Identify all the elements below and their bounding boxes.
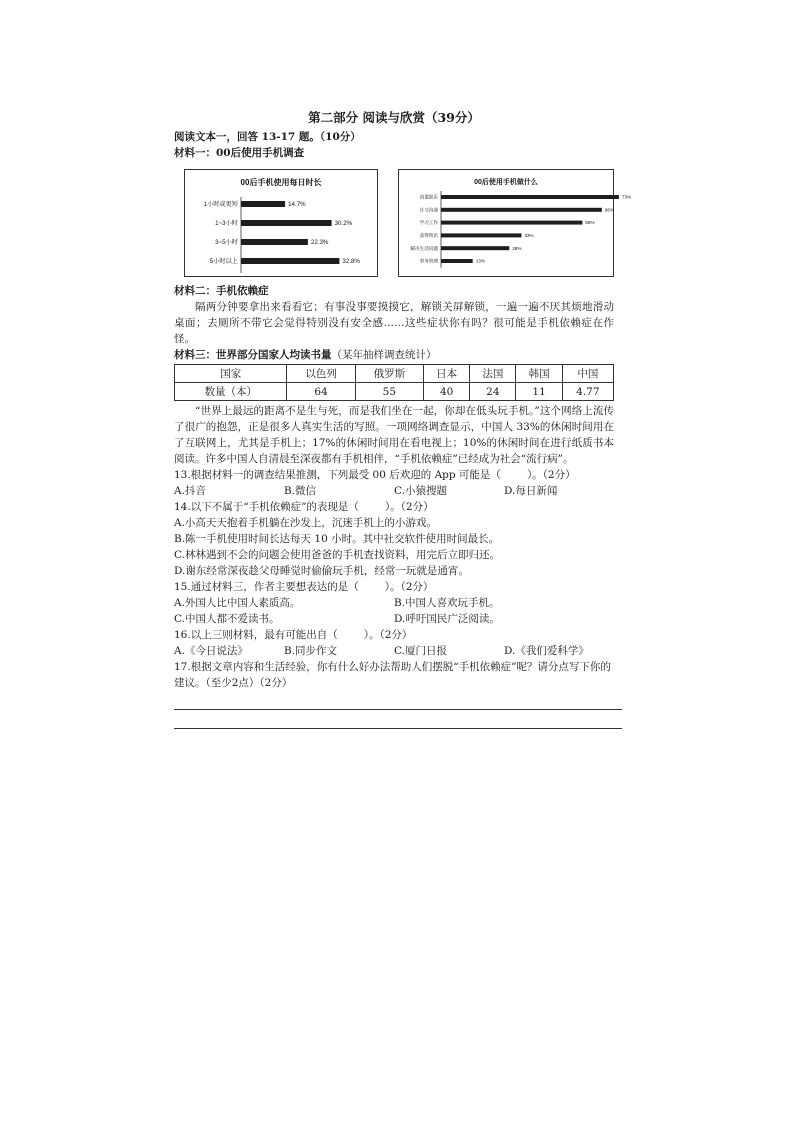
option-a[interactable]: A.小高天天抱着手机躺在沙发上，沉迷手机上的小游戏。 bbox=[174, 517, 437, 529]
material3-note: （某年抽样调查统计） bbox=[331, 349, 437, 361]
bar bbox=[441, 246, 509, 250]
table-cell: 4.77 bbox=[562, 383, 613, 401]
passage-text: “世界上最远的距离不是生与死，而是我们坐在一起，你却在低头玩手机。”这个网络上流传了很广的抱怨，正是很多人真实生活的写照。一项网络调查显示，中国人 33%的休闲时间用在了互联网上，尤其是手机上；17%的休闲时间用在看电视上；10%的休闲时间在进行纸质书本阅读。许多中国人自清晨至深夜都有手机相伴，“手机依赖症”已经成为社会“流行病”。 bbox=[174, 405, 614, 465]
category-label: 1小时或更短 bbox=[203, 201, 238, 209]
table-cell: 55 bbox=[355, 383, 423, 401]
daily-usage-chart bbox=[185, 170, 377, 276]
category-label: 事务管理 bbox=[419, 258, 438, 264]
data-label: 30.2% bbox=[334, 220, 353, 228]
data-label: 13% bbox=[475, 258, 485, 264]
question-13-stem: 13.根据材料一的调查结果推测，下列最受 00 后欢迎的 App 可能是（ ）。（2分） bbox=[174, 469, 576, 481]
question-15-stem: 15.通过材料三，作者主要想表达的是（ ）。（2分） bbox=[174, 581, 434, 593]
question-16-stem: 16.以上三则材料，最有可能出自（ ）。（2分） bbox=[174, 629, 413, 641]
option-d[interactable]: D.呼吁国民广泛阅读。 bbox=[394, 613, 500, 625]
option-c[interactable]: C.林林遇到不会的问题会使用爸爸的手机查找资料，用完后立即归还。 bbox=[174, 549, 500, 561]
option-b[interactable]: B.同步作文 bbox=[284, 645, 338, 657]
table-cell: 韩国 bbox=[516, 365, 562, 383]
option-d[interactable]: D.《我们爱科学》 bbox=[504, 645, 589, 657]
data-label: 73% bbox=[621, 194, 632, 200]
option-a[interactable]: A.《今日说法》 bbox=[174, 645, 248, 657]
bar bbox=[241, 258, 339, 264]
option-c[interactable]: C.厦门日报 bbox=[394, 645, 447, 657]
usage-purpose-chart-box bbox=[398, 169, 632, 277]
answer-line[interactable] bbox=[174, 728, 622, 729]
option-d[interactable]: D.每日新闻 bbox=[504, 485, 558, 497]
material1-charts bbox=[184, 169, 632, 277]
exam-sheet bbox=[174, 110, 632, 729]
table-cell: 11 bbox=[516, 383, 562, 401]
data-label: 22.3% bbox=[310, 239, 329, 247]
question-15-options-row1 bbox=[174, 595, 614, 611]
reading-intro: 阅读文本一，回答 13-17 题。（10分） bbox=[174, 131, 361, 143]
table-cell: 64 bbox=[287, 383, 355, 401]
question-17-stem: 17.根据文章内容和生活经验，你有什么好办法帮助人们摆脱“手机依赖症”呢？请分点写下你的建议。（至少2点）（2分） bbox=[174, 661, 611, 689]
category-label: 1~3小时 bbox=[215, 220, 238, 228]
section-title: 第二部分 阅读与欣赏（39分） bbox=[308, 110, 480, 125]
option-a[interactable]: A.外国人比中国人素质高。 bbox=[174, 597, 301, 609]
material1-heading: 材料一：00后使用手机调查 bbox=[174, 147, 305, 159]
option-d[interactable]: D.谢东经常深夜趁父母睡觉时偷偷玩手机，经常一玩就是通宵。 bbox=[174, 565, 469, 577]
question-14-stem: 14.以下不属于“手机依赖症”的表现是（ ）。（2分） bbox=[174, 501, 434, 513]
table-cell: 24 bbox=[470, 383, 516, 401]
option-c[interactable]: C.中国人都不爱读书。 bbox=[174, 613, 280, 625]
chart-title: 00后使用手机做什么 bbox=[474, 179, 538, 186]
category-label: 社交沟通 bbox=[419, 207, 438, 213]
bar bbox=[441, 195, 619, 199]
table-row bbox=[175, 365, 614, 383]
reading-volume-table bbox=[174, 364, 614, 401]
category-label: 消遣娱乐 bbox=[419, 194, 438, 200]
table-cell: 以色列 bbox=[287, 365, 355, 383]
question-13-options bbox=[174, 483, 614, 499]
table-cell: 法国 bbox=[470, 365, 516, 383]
table-cell: 日本 bbox=[424, 365, 470, 383]
bar bbox=[441, 233, 521, 237]
bar bbox=[241, 220, 332, 226]
material3-heading: 材料三：世界部分国家人均读书量 bbox=[174, 349, 332, 361]
category-label: 获得资讯 bbox=[419, 233, 438, 239]
bar bbox=[241, 239, 308, 245]
data-label: 14.7% bbox=[288, 201, 306, 209]
option-b[interactable]: B.微信 bbox=[284, 485, 317, 497]
data-label: 28% bbox=[512, 245, 522, 251]
category-label: 解决生活问题 bbox=[410, 245, 438, 251]
category-label: 5小时以上 bbox=[209, 258, 238, 266]
category-label: 学习工作 bbox=[419, 220, 438, 226]
table-row bbox=[175, 383, 614, 401]
data-label: 58% bbox=[585, 220, 595, 226]
material2-heading: 材料二：手机依赖症 bbox=[174, 285, 269, 297]
table-cell: 中国 bbox=[562, 365, 613, 383]
data-label: 33% bbox=[524, 233, 534, 239]
table-cell: 数量（本） bbox=[175, 383, 287, 401]
option-a[interactable]: A.抖音 bbox=[174, 485, 206, 497]
category-label: 3~5小时 bbox=[215, 239, 238, 247]
table-cell: 国家 bbox=[175, 365, 287, 383]
option-b[interactable]: B.陈一手机使用时间长达每天 10 小时。其中社交软件使用时间最长。 bbox=[174, 533, 500, 545]
bar bbox=[241, 201, 285, 207]
usage-purpose-chart bbox=[399, 170, 632, 270]
data-label: 32.8% bbox=[342, 258, 360, 266]
bar bbox=[441, 259, 473, 263]
bar bbox=[441, 208, 602, 212]
table-cell: 俄罗斯 bbox=[355, 365, 423, 383]
question-15-options-row2 bbox=[174, 611, 614, 627]
data-label: 66% bbox=[604, 207, 615, 213]
question-16-options bbox=[174, 643, 614, 659]
chart-title: 00后手机使用每日时长 bbox=[240, 178, 322, 187]
option-c[interactable]: C.小猿搜题 bbox=[394, 485, 447, 497]
material2-text: 隔两分钟要拿出来看看它；有事没事要摸摸它，解锁关屏解锁，一遍一遍不厌其烦地滑动桌面；去厕所不带它会觉得特别没有安全感……这些症状你有吗？很可能是手机依赖症在作怪。 bbox=[174, 301, 614, 345]
daily-usage-chart-box bbox=[184, 169, 378, 277]
option-b[interactable]: B.中国人喜欢玩手机。 bbox=[394, 597, 500, 609]
table-cell: 40 bbox=[424, 383, 470, 401]
bar bbox=[441, 221, 582, 225]
